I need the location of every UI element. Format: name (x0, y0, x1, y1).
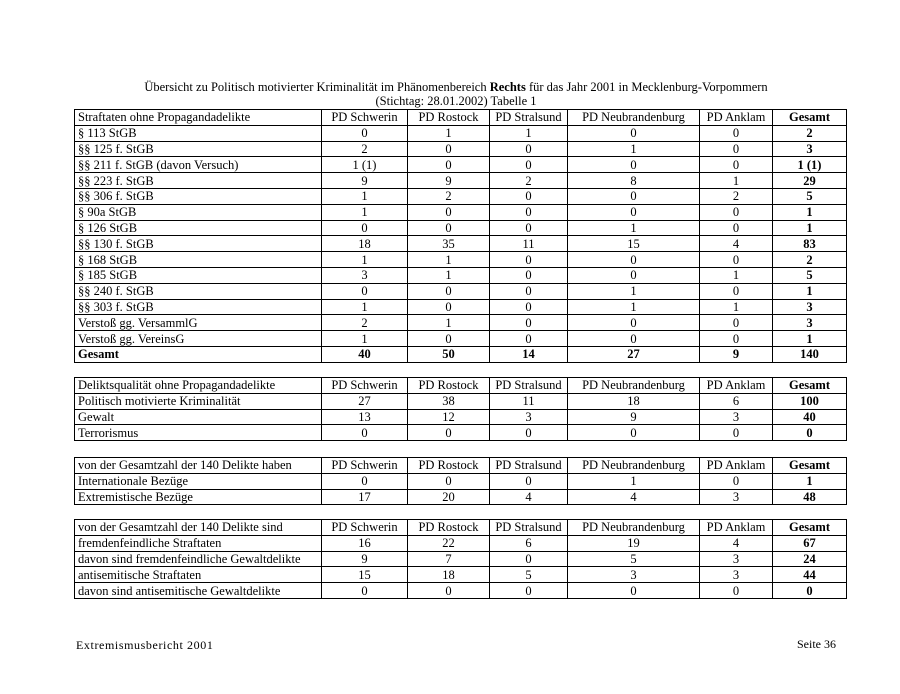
page-title (72, 80, 840, 108)
value-cell: 0 (700, 157, 773, 173)
value-cell: 0 (568, 267, 700, 283)
value-cell: 0 (490, 204, 568, 220)
total-cell: 100 (773, 393, 847, 409)
value-cell: 1 (700, 267, 773, 283)
value-cell: 5 (490, 567, 568, 583)
column-header: Gesamt (773, 378, 847, 394)
value-cell: 0 (490, 551, 568, 567)
table-row (75, 220, 847, 236)
value-cell: 1 (322, 331, 408, 347)
row-label: § 113 StGB (75, 125, 322, 141)
value-cell: 11 (490, 236, 568, 252)
total-cell: 3 (773, 141, 847, 157)
value-cell: 18 (408, 567, 490, 583)
value-cell: 50 (408, 346, 490, 362)
value-cell: 11 (490, 393, 568, 409)
value-cell: 4 (490, 489, 568, 505)
total-cell: 48 (773, 489, 847, 505)
column-header: PD Rostock (408, 458, 490, 474)
value-cell: 0 (700, 141, 773, 157)
row-label: §§ 306 f. StGB (75, 188, 322, 204)
table-row (75, 125, 847, 141)
column-header: PD Schwerin (322, 378, 408, 394)
value-cell: 6 (490, 535, 568, 551)
value-cell: 0 (408, 331, 490, 347)
column-header: PD Neubrandenburg (568, 110, 700, 126)
value-cell: 17 (322, 489, 408, 505)
value-cell: 0 (700, 204, 773, 220)
column-header: PD Rostock (408, 520, 490, 536)
value-cell: 0 (568, 583, 700, 599)
table-row (75, 188, 847, 204)
value-cell: 0 (408, 283, 490, 299)
value-cell: 2 (700, 188, 773, 204)
value-cell: 0 (490, 267, 568, 283)
value-cell: 1 (568, 299, 700, 315)
value-cell: 0 (322, 425, 408, 441)
value-cell: 2 (322, 141, 408, 157)
value-cell: 9 (322, 173, 408, 189)
title-bold-word: Rechts (489, 80, 526, 94)
total-cell: 44 (773, 567, 847, 583)
row-label: Terrorismus (75, 425, 322, 441)
row-label: Internationale Bezüge (75, 473, 322, 489)
table-row (75, 252, 847, 268)
value-cell: 5 (568, 551, 700, 567)
row-label: § 168 StGB (75, 252, 322, 268)
total-cell: 1 (773, 473, 847, 489)
value-cell: 7 (408, 551, 490, 567)
footer-page-number: Seite 36 (797, 637, 836, 651)
total-cell: 67 (773, 535, 847, 551)
value-cell: 0 (568, 252, 700, 268)
value-cell: 9 (700, 346, 773, 362)
value-cell: 1 (568, 141, 700, 157)
row-label: Gewalt (75, 409, 322, 425)
value-cell: 0 (700, 425, 773, 441)
value-cell: 38 (408, 393, 490, 409)
total-cell: 3 (773, 299, 847, 315)
table-row (75, 583, 847, 599)
total-cell: 140 (773, 346, 847, 362)
value-cell: 0 (568, 315, 700, 331)
table-header-row (75, 520, 847, 536)
value-cell: 0 (490, 141, 568, 157)
row-label: §§ 125 f. StGB (75, 141, 322, 157)
table-row (75, 204, 847, 220)
value-cell: 1 (568, 220, 700, 236)
data-table (74, 457, 847, 505)
row-label: § 90a StGB (75, 204, 322, 220)
row-label: § 126 StGB (75, 220, 322, 236)
value-cell: 1 (408, 125, 490, 141)
row-label: davon sind fremdenfeindliche Gewaltdelikte (75, 551, 322, 567)
value-cell: 0 (490, 299, 568, 315)
footer-report-name: Extremismusbericht 2001 (76, 638, 214, 652)
table-sum-row (75, 346, 847, 362)
column-header: PD Anklam (700, 378, 773, 394)
value-cell: 19 (568, 535, 700, 551)
value-cell: 8 (568, 173, 700, 189)
row-label: § 185 StGB (75, 267, 322, 283)
row-label: §§ 240 f. StGB (75, 283, 322, 299)
value-cell: 35 (408, 236, 490, 252)
table-header-row (75, 458, 847, 474)
value-cell: 0 (568, 425, 700, 441)
value-cell: 0 (700, 252, 773, 268)
value-cell: 0 (700, 283, 773, 299)
total-cell: 1 (773, 331, 847, 347)
column-header: PD Schwerin (322, 458, 408, 474)
value-cell: 4 (700, 236, 773, 252)
total-cell: 0 (773, 425, 847, 441)
total-cell: 2 (773, 252, 847, 268)
value-cell: 13 (322, 409, 408, 425)
value-cell: 1 (322, 204, 408, 220)
table-row (75, 393, 847, 409)
value-cell: 9 (322, 551, 408, 567)
value-cell: 3 (322, 267, 408, 283)
value-cell: 18 (568, 393, 700, 409)
value-cell: 4 (700, 535, 773, 551)
column-header: PD Stralsund (490, 458, 568, 474)
table-header-label: von der Gesamtzahl der 140 Delikte haben (75, 458, 322, 474)
value-cell: 2 (322, 315, 408, 331)
total-cell: 3 (773, 315, 847, 331)
value-cell: 0 (408, 204, 490, 220)
value-cell: 0 (490, 157, 568, 173)
table-row (75, 236, 847, 252)
value-cell: 0 (700, 315, 773, 331)
row-label: davon sind antisemitische Gewaltdelikte (75, 583, 322, 599)
title-text-end: für das Jahr 2001 in Mecklenburg-Vorpommern (528, 80, 768, 94)
value-cell: 0 (408, 299, 490, 315)
total-cell: 24 (773, 551, 847, 567)
value-cell: 15 (568, 236, 700, 252)
total-cell: 1 (1) (773, 157, 847, 173)
value-cell: 0 (568, 331, 700, 347)
title-line-2: (Stichtag: 28.01.2002) Tabelle 1 (375, 94, 537, 108)
value-cell: 0 (408, 583, 490, 599)
value-cell: 0 (322, 220, 408, 236)
total-cell: 40 (773, 409, 847, 425)
value-cell: 0 (568, 125, 700, 141)
value-cell: 0 (490, 188, 568, 204)
row-label: §§ 223 f. StGB (75, 173, 322, 189)
value-cell: 1 (700, 173, 773, 189)
value-cell: 0 (322, 473, 408, 489)
value-cell: 6 (700, 393, 773, 409)
value-cell: 3 (700, 551, 773, 567)
value-cell: 0 (322, 283, 408, 299)
total-cell: 0 (773, 583, 847, 599)
table-row (75, 425, 847, 441)
column-header: PD Rostock (408, 378, 490, 394)
value-cell: 0 (490, 252, 568, 268)
column-header: PD Neubrandenburg (568, 458, 700, 474)
table-row (75, 141, 847, 157)
table-row (75, 299, 847, 315)
value-cell: 9 (408, 173, 490, 189)
column-header: Gesamt (773, 458, 847, 474)
value-cell: 1 (568, 283, 700, 299)
value-cell: 1 (408, 315, 490, 331)
value-cell: 20 (408, 489, 490, 505)
value-cell: 15 (322, 567, 408, 583)
value-cell: 3 (490, 409, 568, 425)
value-cell: 0 (408, 473, 490, 489)
column-header: PD Schwerin (322, 520, 408, 536)
value-cell: 0 (408, 141, 490, 157)
value-cell: 22 (408, 535, 490, 551)
value-cell: 1 (322, 252, 408, 268)
table-row (75, 567, 847, 583)
value-cell: 1 (322, 299, 408, 315)
column-header: PD Stralsund (490, 520, 568, 536)
total-cell: 5 (773, 188, 847, 204)
value-cell: 27 (568, 346, 700, 362)
table-row (75, 331, 847, 347)
column-header: PD Stralsund (490, 378, 568, 394)
total-cell: 1 (773, 220, 847, 236)
table-row (75, 489, 847, 505)
value-cell: 0 (490, 331, 568, 347)
value-cell: 3 (700, 567, 773, 583)
row-label: Politisch motivierte Kriminalität (75, 393, 322, 409)
table-header-row (75, 110, 847, 126)
row-label: fremdenfeindliche Straftaten (75, 535, 322, 551)
value-cell: 4 (568, 489, 700, 505)
value-cell: 0 (322, 125, 408, 141)
row-label: §§ 303 f. StGB (75, 299, 322, 315)
total-cell: 1 (773, 204, 847, 220)
table-header-label: Straftaten ohne Propagandadelikte (75, 110, 322, 126)
value-cell: 2 (408, 188, 490, 204)
value-cell: 0 (700, 220, 773, 236)
value-cell: 2 (490, 173, 568, 189)
total-cell: 83 (773, 236, 847, 252)
column-header: PD Stralsund (490, 110, 568, 126)
value-cell: 0 (568, 157, 700, 173)
table-row (75, 551, 847, 567)
table-row (75, 409, 847, 425)
total-cell: 29 (773, 173, 847, 189)
value-cell: 0 (408, 425, 490, 441)
value-cell: 12 (408, 409, 490, 425)
value-cell: 0 (408, 157, 490, 173)
column-header: PD Anklam (700, 110, 773, 126)
value-cell: 1 (408, 252, 490, 268)
data-table (74, 519, 847, 599)
value-cell: 0 (322, 583, 408, 599)
table-header-label: Deliktsqualität ohne Propagandadelikte (75, 378, 322, 394)
value-cell: 3 (700, 409, 773, 425)
total-cell: 1 (773, 283, 847, 299)
value-cell: 0 (700, 331, 773, 347)
total-cell: 5 (773, 267, 847, 283)
table-row (75, 535, 847, 551)
title-text: Übersicht zu Politisch motivierter Kriminalität im Phänomenbereich (144, 80, 487, 94)
value-cell: 0 (490, 473, 568, 489)
value-cell: 0 (568, 204, 700, 220)
total-cell: 2 (773, 125, 847, 141)
value-cell: 3 (568, 567, 700, 583)
table-header-row (75, 378, 847, 394)
value-cell: 0 (490, 283, 568, 299)
table-row (75, 315, 847, 331)
value-cell: 1 (1) (322, 157, 408, 173)
value-cell: 3 (700, 489, 773, 505)
row-label: §§ 211 f. StGB (davon Versuch) (75, 157, 322, 173)
row-label: Gesamt (75, 346, 322, 362)
value-cell: 1 (490, 125, 568, 141)
value-cell: 1 (322, 188, 408, 204)
value-cell: 16 (322, 535, 408, 551)
row-label: Extremistische Bezüge (75, 489, 322, 505)
value-cell: 1 (568, 473, 700, 489)
value-cell: 0 (490, 425, 568, 441)
value-cell: 0 (568, 188, 700, 204)
column-header: PD Anklam (700, 520, 773, 536)
value-cell: 0 (490, 583, 568, 599)
column-header: PD Anklam (700, 458, 773, 474)
column-header: PD Schwerin (322, 110, 408, 126)
table-row (75, 173, 847, 189)
column-header: PD Neubrandenburg (568, 378, 700, 394)
table-row (75, 267, 847, 283)
value-cell: 0 (408, 220, 490, 236)
value-cell: 40 (322, 346, 408, 362)
column-header: PD Rostock (408, 110, 490, 126)
value-cell: 0 (700, 125, 773, 141)
column-header: Gesamt (773, 110, 847, 126)
value-cell: 1 (408, 267, 490, 283)
value-cell: 0 (490, 315, 568, 331)
row-label: Verstoß gg. VereinsG (75, 331, 322, 347)
value-cell: 9 (568, 409, 700, 425)
title-line-1 (72, 80, 840, 94)
value-cell: 27 (322, 393, 408, 409)
table-row (75, 157, 847, 173)
data-table (74, 109, 847, 363)
table-header-label: von der Gesamtzahl der 140 Delikte sind (75, 520, 322, 536)
value-cell: 14 (490, 346, 568, 362)
column-header: Gesamt (773, 520, 847, 536)
row-label: Verstoß gg. VersammlG (75, 315, 322, 331)
data-table (74, 377, 847, 441)
table-row (75, 283, 847, 299)
value-cell: 0 (700, 583, 773, 599)
column-header: PD Neubrandenburg (568, 520, 700, 536)
value-cell: 0 (700, 473, 773, 489)
value-cell: 1 (700, 299, 773, 315)
row-label: §§ 130 f. StGB (75, 236, 322, 252)
row-label: antisemitische Straftaten (75, 567, 322, 583)
value-cell: 18 (322, 236, 408, 252)
table-row (75, 473, 847, 489)
value-cell: 0 (490, 220, 568, 236)
